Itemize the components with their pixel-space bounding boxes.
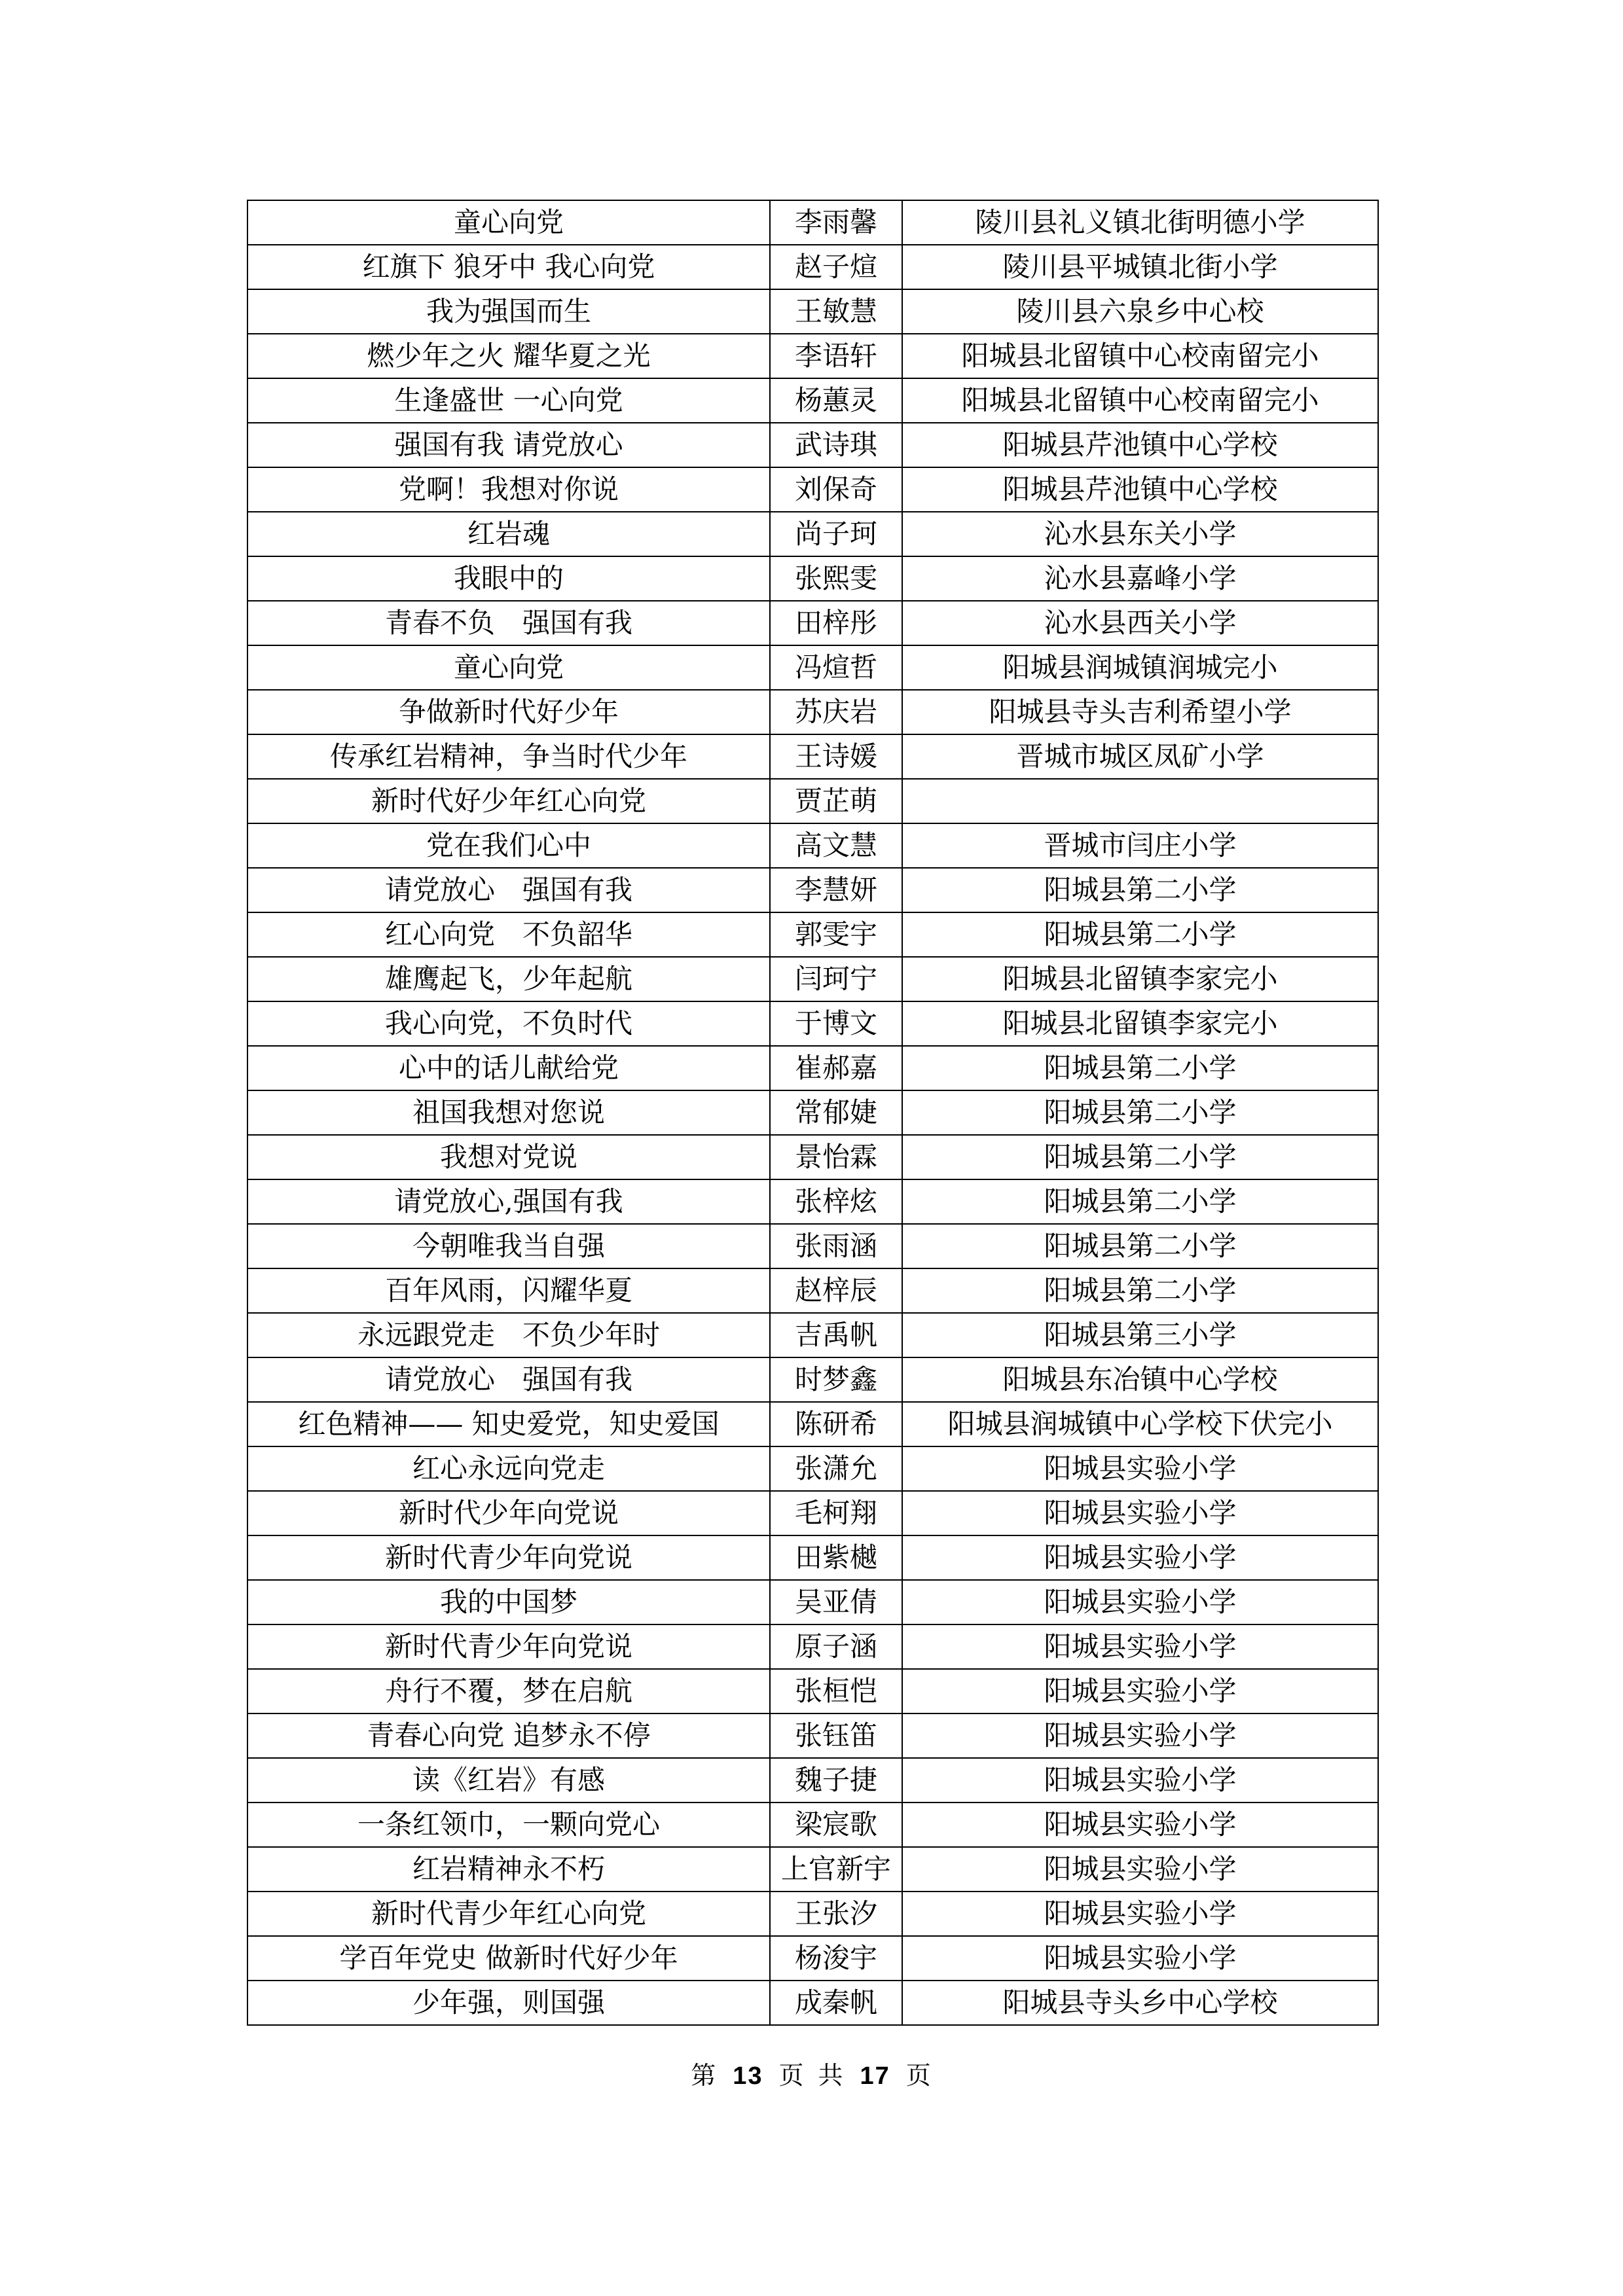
table-row <box>247 868 1378 912</box>
table-row <box>247 1046 1378 1090</box>
school-name-cell: 阳城县实验小学 <box>902 1713 1378 1758</box>
entry-title-cell: 我为强国而生 <box>247 289 770 334</box>
student-name-cell: 武诗琪 <box>770 423 902 467</box>
entry-title-cell: 新时代好少年红心向党 <box>247 779 770 823</box>
entry-title-cell: 心中的话儿献给党 <box>247 1046 770 1090</box>
student-name-cell: 张潇允 <box>770 1446 902 1491</box>
student-name-cell: 苏庆岩 <box>770 690 902 734</box>
footer-total-word: 共 <box>818 2061 845 2090</box>
award-table <box>247 200 1379 2026</box>
student-name-cell: 高文慧 <box>770 823 902 868</box>
table-row <box>247 245 1378 289</box>
student-name-cell: 时梦鑫 <box>770 1357 902 1402</box>
student-name-cell: 成秦帆 <box>770 1981 902 2025</box>
entry-title-cell: 童心向党 <box>247 200 770 245</box>
entry-title-cell: 雄鹰起飞，少年起航 <box>247 957 770 1001</box>
award-table-body <box>247 200 1378 2025</box>
entry-title-cell: 强国有我 请党放心 <box>247 423 770 467</box>
entry-title-cell: 读《红岩》有感 <box>247 1758 770 1803</box>
entry-title-cell: 我想对党说 <box>247 1135 770 1179</box>
student-name-cell: 王张汐 <box>770 1892 902 1936</box>
total-pages-number: 17 <box>860 2062 890 2090</box>
school-name-cell: 阳城县北留镇中心校南留完小 <box>902 378 1378 423</box>
school-name-cell: 阳城县实验小学 <box>902 1847 1378 1892</box>
school-name-cell: 沁水县西关小学 <box>902 601 1378 645</box>
student-name-cell: 赵梓辰 <box>770 1268 902 1313</box>
table-row <box>247 1357 1378 1402</box>
school-name-cell: 阳城县实验小学 <box>902 1624 1378 1669</box>
school-name-cell: 陵川县平城镇北街小学 <box>902 245 1378 289</box>
table-row <box>247 957 1378 1001</box>
table-row <box>247 1803 1378 1847</box>
entry-title-cell: 新时代青少年红心向党 <box>247 1892 770 1936</box>
school-name-cell: 阳城县实验小学 <box>902 1936 1378 1981</box>
entry-title-cell: 新时代少年向党说 <box>247 1491 770 1535</box>
student-name-cell: 原子涵 <box>770 1624 902 1669</box>
entry-title-cell: 燃少年之火 耀华夏之光 <box>247 334 770 378</box>
entry-title-cell: 生逢盛世 一心向党 <box>247 378 770 423</box>
entry-title-cell: 舟行不覆，梦在启航 <box>247 1669 770 1713</box>
footer-page-word: 页 <box>778 2061 805 2090</box>
table-row <box>247 690 1378 734</box>
table-row <box>247 1491 1378 1535</box>
student-name-cell: 贾芷萌 <box>770 779 902 823</box>
school-name-cell: 阳城县实验小学 <box>902 1892 1378 1936</box>
school-name-cell: 阳城县实验小学 <box>902 1758 1378 1803</box>
entry-title-cell: 请党放心 强国有我 <box>247 868 770 912</box>
school-name-cell: 阳城县第二小学 <box>902 1090 1378 1135</box>
student-name-cell: 王敏慧 <box>770 289 902 334</box>
table-row <box>247 512 1378 556</box>
school-name-cell <box>902 779 1378 823</box>
student-name-cell: 王诗媛 <box>770 734 902 779</box>
school-name-cell: 阳城县第二小学 <box>902 912 1378 957</box>
entry-title-cell: 我的中国梦 <box>247 1580 770 1624</box>
table-row <box>247 1580 1378 1624</box>
school-name-cell: 阳城县第二小学 <box>902 1268 1378 1313</box>
entry-title-cell: 红心向党 不负韶华 <box>247 912 770 957</box>
entry-title-cell: 今朝唯我当自强 <box>247 1224 770 1268</box>
entry-title-cell: 红旗下 狼牙中 我心向党 <box>247 245 770 289</box>
table-row <box>247 645 1378 690</box>
school-name-cell: 阳城县第二小学 <box>902 1046 1378 1090</box>
student-name-cell: 景怡霖 <box>770 1135 902 1179</box>
table-row <box>247 334 1378 378</box>
entry-title-cell: 传承红岩精神，争当时代少年 <box>247 734 770 779</box>
table-row <box>247 1402 1378 1446</box>
table-row <box>247 1090 1378 1135</box>
table-row <box>247 1268 1378 1313</box>
student-name-cell: 吉禹帆 <box>770 1313 902 1357</box>
student-name-cell: 田梓彤 <box>770 601 902 645</box>
student-name-cell: 梁宸歌 <box>770 1803 902 1847</box>
entry-title-cell: 我心向党，不负时代 <box>247 1001 770 1046</box>
table-row <box>247 601 1378 645</box>
school-name-cell: 阳城县第二小学 <box>902 1135 1378 1179</box>
student-name-cell: 刘保奇 <box>770 467 902 512</box>
table-row <box>247 1224 1378 1268</box>
student-name-cell: 魏子捷 <box>770 1758 902 1803</box>
school-name-cell: 阳城县第三小学 <box>902 1313 1378 1357</box>
school-name-cell: 沁水县嘉峰小学 <box>902 556 1378 601</box>
entry-title-cell: 学百年党史 做新时代好少年 <box>247 1936 770 1981</box>
student-name-cell: 李语轩 <box>770 334 902 378</box>
student-name-cell: 于博文 <box>770 1001 902 1046</box>
student-name-cell: 陈研希 <box>770 1402 902 1446</box>
table-row <box>247 734 1378 779</box>
student-name-cell: 上官新宇 <box>770 1847 902 1892</box>
entry-title-cell: 红色精神—— 知史爱党，知史爱国 <box>247 1402 770 1446</box>
table-row <box>247 1535 1378 1580</box>
current-page-number: 13 <box>733 2062 763 2090</box>
school-name-cell: 阳城县芹池镇中心学校 <box>902 423 1378 467</box>
entry-title-cell: 争做新时代好少年 <box>247 690 770 734</box>
school-name-cell: 晋城市城区凤矿小学 <box>902 734 1378 779</box>
footer-suffix: 页 <box>905 2061 932 2090</box>
student-name-cell: 常郁婕 <box>770 1090 902 1135</box>
school-name-cell: 阳城县寺头吉利希望小学 <box>902 690 1378 734</box>
table-row <box>247 1001 1378 1046</box>
entry-title-cell: 少年强，则国强 <box>247 1981 770 2025</box>
table-row <box>247 823 1378 868</box>
entry-title-cell: 我眼中的 <box>247 556 770 601</box>
entry-title-cell: 百年风雨，闪耀华夏 <box>247 1268 770 1313</box>
table-row <box>247 1669 1378 1713</box>
table-row <box>247 1713 1378 1758</box>
student-name-cell: 吴亚倩 <box>770 1580 902 1624</box>
school-name-cell: 阳城县实验小学 <box>902 1446 1378 1491</box>
school-name-cell: 阳城县润城镇中心学校下伏完小 <box>902 1402 1378 1446</box>
school-name-cell: 阳城县实验小学 <box>902 1803 1378 1847</box>
school-name-cell: 阳城县北留镇中心校南留完小 <box>902 334 1378 378</box>
entry-title-cell: 红岩精神永不朽 <box>247 1847 770 1892</box>
entry-title-cell: 永远跟党走 不负少年时 <box>247 1313 770 1357</box>
entry-title-cell: 新时代青少年向党说 <box>247 1535 770 1580</box>
entry-title-cell: 请党放心,强国有我 <box>247 1179 770 1224</box>
table-row <box>247 1847 1378 1892</box>
table-row <box>247 1624 1378 1669</box>
page-footer <box>0 2055 1623 2091</box>
school-name-cell: 阳城县第二小学 <box>902 868 1378 912</box>
school-name-cell: 陵川县礼义镇北街明德小学 <box>902 200 1378 245</box>
table-row <box>247 378 1378 423</box>
table-row <box>247 423 1378 467</box>
student-name-cell: 冯煊哲 <box>770 645 902 690</box>
entry-title-cell: 一条红领巾，一颗向党心 <box>247 1803 770 1847</box>
student-name-cell: 毛柯翔 <box>770 1491 902 1535</box>
entry-title-cell: 党在我们心中 <box>247 823 770 868</box>
school-name-cell: 阳城县实验小学 <box>902 1491 1378 1535</box>
entry-title-cell: 祖国我想对您说 <box>247 1090 770 1135</box>
school-name-cell: 晋城市闫庄小学 <box>902 823 1378 868</box>
school-name-cell: 阳城县寺头乡中心学校 <box>902 1981 1378 2025</box>
footer-prefix: 第 <box>691 2061 718 2090</box>
student-name-cell: 赵子煊 <box>770 245 902 289</box>
school-name-cell: 阳城县北留镇李家完小 <box>902 1001 1378 1046</box>
school-name-cell: 阳城县北留镇李家完小 <box>902 957 1378 1001</box>
table-row <box>247 1758 1378 1803</box>
entry-title-cell: 新时代青少年向党说 <box>247 1624 770 1669</box>
student-name-cell: 张雨涵 <box>770 1224 902 1268</box>
school-name-cell: 沁水县东关小学 <box>902 512 1378 556</box>
school-name-cell: 阳城县芹池镇中心学校 <box>902 467 1378 512</box>
table-row <box>247 1936 1378 1981</box>
student-name-cell: 张钰笛 <box>770 1713 902 1758</box>
school-name-cell: 阳城县实验小学 <box>902 1669 1378 1713</box>
entry-title-cell: 青春心向党 追梦永不停 <box>247 1713 770 1758</box>
student-name-cell: 闫珂宁 <box>770 957 902 1001</box>
entry-title-cell: 红心永远向党走 <box>247 1446 770 1491</box>
table-row <box>247 1135 1378 1179</box>
student-name-cell: 张梓炫 <box>770 1179 902 1224</box>
school-name-cell: 阳城县东冶镇中心学校 <box>902 1357 1378 1402</box>
table-row <box>247 556 1378 601</box>
entry-title-cell: 党啊！我想对你说 <box>247 467 770 512</box>
student-name-cell: 杨蕙灵 <box>770 378 902 423</box>
student-name-cell: 杨浚宇 <box>770 1936 902 1981</box>
school-name-cell: 阳城县润城镇润城完小 <box>902 645 1378 690</box>
school-name-cell: 陵川县六泉乡中心校 <box>902 289 1378 334</box>
student-name-cell: 张桓恺 <box>770 1669 902 1713</box>
school-name-cell: 阳城县第二小学 <box>902 1224 1378 1268</box>
entry-title-cell: 童心向党 <box>247 645 770 690</box>
student-name-cell: 李慧妍 <box>770 868 902 912</box>
student-name-cell: 郭雯宇 <box>770 912 902 957</box>
table-row <box>247 1981 1378 2025</box>
entry-title-cell: 红岩魂 <box>247 512 770 556</box>
table-row <box>247 1313 1378 1357</box>
student-name-cell: 李雨馨 <box>770 200 902 245</box>
table-row <box>247 912 1378 957</box>
entry-title-cell: 青春不负 强国有我 <box>247 601 770 645</box>
student-name-cell: 崔郝嘉 <box>770 1046 902 1090</box>
table-row <box>247 1892 1378 1936</box>
school-name-cell: 阳城县实验小学 <box>902 1580 1378 1624</box>
school-name-cell: 阳城县实验小学 <box>902 1535 1378 1580</box>
student-name-cell: 张熙雯 <box>770 556 902 601</box>
entry-title-cell: 请党放心 强国有我 <box>247 1357 770 1402</box>
school-name-cell: 阳城县第二小学 <box>902 1179 1378 1224</box>
student-name-cell: 田紫樾 <box>770 1535 902 1580</box>
table-row <box>247 779 1378 823</box>
table-row <box>247 1179 1378 1224</box>
table-row <box>247 1446 1378 1491</box>
table-row <box>247 467 1378 512</box>
student-name-cell: 尚子珂 <box>770 512 902 556</box>
table-row <box>247 289 1378 334</box>
table-row <box>247 200 1378 245</box>
